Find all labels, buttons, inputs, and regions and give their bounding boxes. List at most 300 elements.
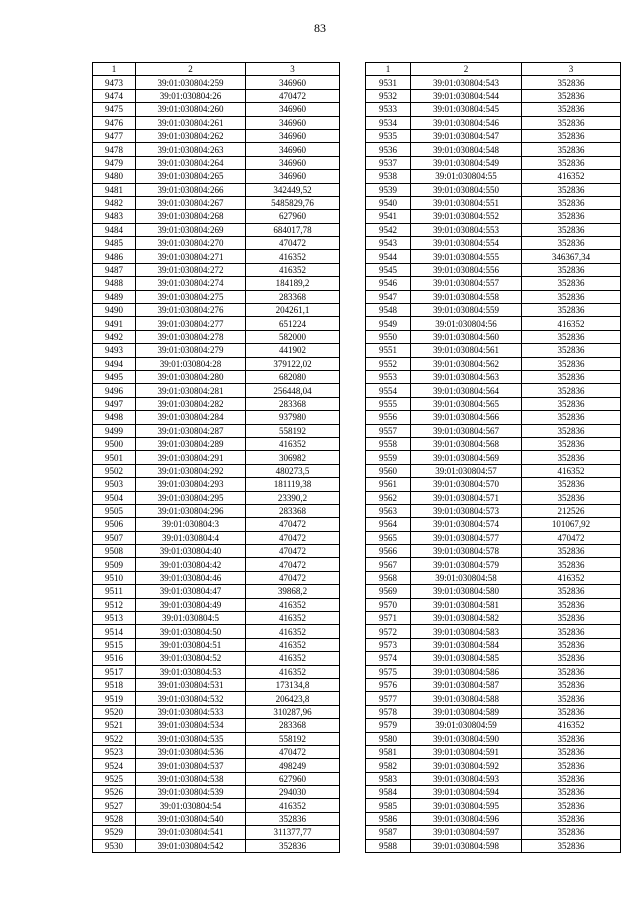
table-row — [366, 759, 621, 772]
cadastral-number-cell: 39:01:030804:51 — [136, 638, 246, 651]
row-number-cell: 9550 — [366, 330, 411, 343]
row-number-cell: 9525 — [93, 772, 136, 785]
value-cell: 306982 — [246, 451, 340, 464]
cadastral-number-cell: 39:01:030804:40 — [136, 545, 246, 558]
row-number-cell: 9549 — [366, 317, 411, 330]
value-cell: 352836 — [522, 397, 621, 410]
table-row — [93, 558, 340, 571]
table-row — [93, 464, 340, 477]
row-number-cell: 9555 — [366, 397, 411, 410]
row-number-cell: 9489 — [93, 290, 136, 303]
value-cell: 352836 — [522, 678, 621, 691]
row-number-cell: 9483 — [93, 210, 136, 223]
row-number-cell: 9477 — [93, 129, 136, 142]
cadastral-number-cell: 39:01:030804:578 — [411, 545, 522, 558]
row-number-cell: 9514 — [93, 625, 136, 638]
table-row — [366, 237, 621, 250]
cadastral-number-cell: 39:01:030804:539 — [136, 786, 246, 799]
table-header-row — [366, 63, 621, 76]
row-number-cell: 9524 — [93, 759, 136, 772]
column-header-3: 3 — [522, 63, 621, 76]
table-row — [366, 250, 621, 263]
cadastral-number-cell: 39:01:030804:279 — [136, 344, 246, 357]
cadastral-number-cell: 39:01:030804:274 — [136, 277, 246, 290]
value-cell: 184189,2 — [246, 277, 340, 290]
cadastral-number-cell: 39:01:030804:55 — [411, 170, 522, 183]
row-number-cell: 9527 — [93, 799, 136, 812]
row-number-cell: 9508 — [93, 545, 136, 558]
value-cell: 352836 — [522, 545, 621, 558]
cadastral-number-cell: 39:01:030804:596 — [411, 812, 522, 825]
table-row — [366, 370, 621, 383]
value-cell: 346960 — [246, 143, 340, 156]
cadastral-number-cell: 39:01:030804:536 — [136, 745, 246, 758]
table-row — [366, 719, 621, 732]
value-cell: 310287,96 — [246, 705, 340, 718]
value-cell: 627960 — [246, 772, 340, 785]
value-cell: 352836 — [522, 491, 621, 504]
cadastral-number-cell: 39:01:030804:535 — [136, 732, 246, 745]
cadastral-number-cell: 39:01:030804:287 — [136, 424, 246, 437]
row-number-cell: 9529 — [93, 826, 136, 839]
value-cell: 416352 — [246, 652, 340, 665]
table-row — [366, 625, 621, 638]
table-row — [366, 585, 621, 598]
cadastral-number-cell: 39:01:030804:548 — [411, 143, 522, 156]
row-number-cell: 9501 — [93, 451, 136, 464]
row-number-cell: 9587 — [366, 826, 411, 839]
value-cell: 352836 — [522, 223, 621, 236]
cadastral-number-cell: 39:01:030804:555 — [411, 250, 522, 263]
table-row — [93, 732, 340, 745]
cadastral-number-cell: 39:01:030804:561 — [411, 344, 522, 357]
cadastral-number-cell: 39:01:030804:554 — [411, 237, 522, 250]
cadastral-number-cell: 39:01:030804:264 — [136, 156, 246, 169]
table-row — [93, 759, 340, 772]
row-number-cell: 9499 — [93, 424, 136, 437]
table-row — [366, 183, 621, 196]
value-cell: 470472 — [522, 531, 621, 544]
row-number-cell: 9548 — [366, 304, 411, 317]
table-row — [93, 370, 340, 383]
value-cell: 346960 — [246, 129, 340, 142]
table-row — [366, 652, 621, 665]
row-number-cell: 9559 — [366, 451, 411, 464]
value-cell: 352836 — [522, 437, 621, 450]
cadastral-number-cell: 39:01:030804:58 — [411, 571, 522, 584]
cadastral-number-cell: 39:01:030804:589 — [411, 705, 522, 718]
row-number-cell: 9500 — [93, 437, 136, 450]
cadastral-number-cell: 39:01:030804:563 — [411, 370, 522, 383]
row-number-cell: 9572 — [366, 625, 411, 638]
value-cell: 352836 — [522, 826, 621, 839]
value-cell: 416352 — [246, 799, 340, 812]
cadastral-number-cell: 39:01:030804:550 — [411, 183, 522, 196]
row-number-cell: 9530 — [93, 839, 136, 852]
value-cell: 416352 — [522, 571, 621, 584]
value-cell: 352836 — [522, 799, 621, 812]
row-number-cell: 9545 — [366, 263, 411, 276]
cadastral-number-cell: 39:01:030804:583 — [411, 625, 522, 638]
row-number-cell: 9509 — [93, 558, 136, 571]
row-number-cell: 9581 — [366, 745, 411, 758]
value-cell: 352836 — [522, 357, 621, 370]
cadastral-number-cell: 39:01:030804:276 — [136, 304, 246, 317]
row-number-cell: 9476 — [93, 116, 136, 129]
cadastral-number-cell: 39:01:030804:551 — [411, 196, 522, 209]
cadastral-number-cell: 39:01:030804:598 — [411, 839, 522, 852]
cadastral-number-cell: 39:01:030804:42 — [136, 558, 246, 571]
table-row — [366, 518, 621, 531]
row-number-cell: 9580 — [366, 732, 411, 745]
row-number-cell: 9473 — [93, 76, 136, 89]
value-cell: 352836 — [522, 625, 621, 638]
value-cell: 352836 — [522, 598, 621, 611]
cadastral-number-cell: 39:01:030804:277 — [136, 317, 246, 330]
table-row — [93, 665, 340, 678]
row-number-cell: 9584 — [366, 786, 411, 799]
table-row — [366, 277, 621, 290]
table-row — [366, 317, 621, 330]
table-row — [366, 210, 621, 223]
value-cell: 352836 — [522, 156, 621, 169]
table-row — [93, 344, 340, 357]
cadastral-number-cell: 39:01:030804:292 — [136, 464, 246, 477]
table-row — [366, 357, 621, 370]
row-number-cell: 9519 — [93, 692, 136, 705]
table-row — [366, 598, 621, 611]
table-row — [366, 826, 621, 839]
value-cell: 352836 — [522, 384, 621, 397]
row-number-cell: 9495 — [93, 370, 136, 383]
cadastral-number-cell: 39:01:030804:531 — [136, 678, 246, 691]
table-row — [366, 504, 621, 517]
table-row — [93, 210, 340, 223]
row-number-cell: 9568 — [366, 571, 411, 584]
value-cell: 352836 — [522, 745, 621, 758]
value-cell: 470472 — [246, 745, 340, 758]
table-header-row — [93, 63, 340, 76]
table-row — [366, 451, 621, 464]
column-header-1: 1 — [93, 63, 136, 76]
value-cell: 416352 — [246, 250, 340, 263]
value-cell: 181119,38 — [246, 478, 340, 491]
cadastral-number-cell: 39:01:030804:262 — [136, 129, 246, 142]
cadastral-number-cell: 39:01:030804:534 — [136, 719, 246, 732]
row-number-cell: 9544 — [366, 250, 411, 263]
table-row — [366, 290, 621, 303]
table-row — [366, 424, 621, 437]
cadastral-number-cell: 39:01:030804:46 — [136, 571, 246, 584]
cadastral-number-cell: 39:01:030804:266 — [136, 183, 246, 196]
table-row — [93, 397, 340, 410]
cadastral-number-cell: 39:01:030804:584 — [411, 638, 522, 651]
cadastral-number-cell: 39:01:030804:590 — [411, 732, 522, 745]
cadastral-number-cell: 39:01:030804:289 — [136, 437, 246, 450]
value-cell: 937980 — [246, 411, 340, 424]
table-row — [366, 531, 621, 544]
cadastral-number-cell: 39:01:030804:574 — [411, 518, 522, 531]
cadastral-number-cell: 39:01:030804:587 — [411, 678, 522, 691]
value-cell: 346960 — [246, 170, 340, 183]
table-row — [366, 143, 621, 156]
cadastral-number-cell: 39:01:030804:4 — [136, 531, 246, 544]
table-row — [366, 411, 621, 424]
value-cell: 352836 — [522, 839, 621, 852]
cadastral-number-cell: 39:01:030804:549 — [411, 156, 522, 169]
cadastral-number-cell: 39:01:030804:265 — [136, 170, 246, 183]
value-cell: 470472 — [246, 531, 340, 544]
cadastral-number-cell: 39:01:030804:268 — [136, 210, 246, 223]
value-cell: 352836 — [246, 839, 340, 852]
cadastral-number-cell: 39:01:030804:278 — [136, 330, 246, 343]
row-number-cell: 9576 — [366, 678, 411, 691]
cadastral-number-cell: 39:01:030804:28 — [136, 357, 246, 370]
table-row — [366, 571, 621, 584]
column-header-2: 2 — [411, 63, 522, 76]
table-row — [93, 518, 340, 531]
table-row — [93, 638, 340, 651]
value-cell: 352836 — [522, 290, 621, 303]
value-cell: 342449,52 — [246, 183, 340, 196]
value-cell: 352836 — [522, 732, 621, 745]
value-cell: 470472 — [246, 571, 340, 584]
value-cell: 352836 — [522, 786, 621, 799]
table-row — [366, 223, 621, 236]
row-number-cell: 9502 — [93, 464, 136, 477]
cadastral-number-cell: 39:01:030804:552 — [411, 210, 522, 223]
table-row — [93, 237, 340, 250]
value-cell: 39868,2 — [246, 585, 340, 598]
table-row — [93, 196, 340, 209]
row-number-cell: 9579 — [366, 719, 411, 732]
cadastral-number-cell: 39:01:030804:546 — [411, 116, 522, 129]
table-row — [93, 692, 340, 705]
cadastral-number-cell: 39:01:030804:557 — [411, 277, 522, 290]
table-row — [93, 531, 340, 544]
value-cell: 212526 — [522, 504, 621, 517]
row-number-cell: 9538 — [366, 170, 411, 183]
cadastral-number-cell: 39:01:030804:259 — [136, 76, 246, 89]
table-row — [93, 491, 340, 504]
table-row — [93, 437, 340, 450]
value-cell: 283368 — [246, 397, 340, 410]
cadastral-number-cell: 39:01:030804:5 — [136, 612, 246, 625]
cadastral-number-cell: 39:01:030804:547 — [411, 129, 522, 142]
cadastral-number-cell: 39:01:030804:595 — [411, 799, 522, 812]
value-cell: 204261,1 — [246, 304, 340, 317]
value-cell: 352836 — [522, 451, 621, 464]
cadastral-number-cell: 39:01:030804:553 — [411, 223, 522, 236]
value-cell: 416352 — [246, 437, 340, 450]
value-cell: 283368 — [246, 504, 340, 517]
cadastral-number-cell: 39:01:030804:282 — [136, 397, 246, 410]
table-row — [366, 464, 621, 477]
value-cell: 352836 — [522, 772, 621, 785]
cadastral-number-cell: 39:01:030804:263 — [136, 143, 246, 156]
cadastral-number-cell: 39:01:030804:271 — [136, 250, 246, 263]
value-cell: 352836 — [522, 705, 621, 718]
table-row — [93, 719, 340, 732]
value-cell: 416352 — [246, 625, 340, 638]
row-number-cell: 9585 — [366, 799, 411, 812]
value-cell: 352836 — [522, 759, 621, 772]
row-number-cell: 9551 — [366, 344, 411, 357]
value-cell: 346960 — [246, 156, 340, 169]
cadastral-number-cell: 39:01:030804:570 — [411, 478, 522, 491]
table-row — [366, 103, 621, 116]
table-row — [93, 504, 340, 517]
value-cell: 5485829,76 — [246, 196, 340, 209]
cadastral-number-cell: 39:01:030804:588 — [411, 692, 522, 705]
value-cell: 558192 — [246, 424, 340, 437]
row-number-cell: 9490 — [93, 304, 136, 317]
table-row — [366, 89, 621, 102]
value-cell: 352836 — [522, 89, 621, 102]
table-row — [93, 571, 340, 584]
value-cell: 256448,04 — [246, 384, 340, 397]
row-number-cell: 9515 — [93, 638, 136, 651]
table-row — [93, 812, 340, 825]
row-number-cell: 9560 — [366, 464, 411, 477]
row-number-cell: 9566 — [366, 545, 411, 558]
table-row — [366, 745, 621, 758]
row-number-cell: 9552 — [366, 357, 411, 370]
value-cell: 441902 — [246, 344, 340, 357]
row-number-cell: 9565 — [366, 531, 411, 544]
row-number-cell: 9485 — [93, 237, 136, 250]
value-cell: 352836 — [522, 612, 621, 625]
table-row — [93, 612, 340, 625]
value-cell: 352836 — [522, 330, 621, 343]
cadastral-number-cell: 39:01:030804:537 — [136, 759, 246, 772]
cadastral-number-cell: 39:01:030804:296 — [136, 504, 246, 517]
cadastral-number-cell: 39:01:030804:559 — [411, 304, 522, 317]
table-row — [93, 304, 340, 317]
value-cell: 480273,5 — [246, 464, 340, 477]
table-row — [93, 545, 340, 558]
row-number-cell: 9571 — [366, 612, 411, 625]
right-table-body — [366, 76, 621, 853]
table-row — [93, 424, 340, 437]
value-cell: 498249 — [246, 759, 340, 772]
row-number-cell: 9484 — [93, 223, 136, 236]
table-row — [93, 411, 340, 424]
left-data-table — [92, 62, 340, 853]
row-number-cell: 9503 — [93, 478, 136, 491]
cadastral-number-cell: 39:01:030804:594 — [411, 786, 522, 799]
table-row — [93, 277, 340, 290]
table-row — [366, 705, 621, 718]
cadastral-number-cell: 39:01:030804:582 — [411, 612, 522, 625]
table-row — [93, 223, 340, 236]
cadastral-number-cell: 39:01:030804:566 — [411, 411, 522, 424]
cadastral-number-cell: 39:01:030804:47 — [136, 585, 246, 598]
row-number-cell: 9486 — [93, 250, 136, 263]
row-number-cell: 9510 — [93, 571, 136, 584]
table-row — [366, 812, 621, 825]
value-cell: 352836 — [522, 129, 621, 142]
value-cell: 352836 — [522, 277, 621, 290]
cadastral-number-cell: 39:01:030804:275 — [136, 290, 246, 303]
row-number-cell: 9480 — [93, 170, 136, 183]
table-row — [93, 786, 340, 799]
row-number-cell: 9526 — [93, 786, 136, 799]
row-number-cell: 9534 — [366, 116, 411, 129]
row-number-cell: 9491 — [93, 317, 136, 330]
value-cell: 352836 — [522, 652, 621, 665]
value-cell: 352836 — [522, 76, 621, 89]
cadastral-number-cell: 39:01:030804:284 — [136, 411, 246, 424]
cadastral-number-cell: 39:01:030804:541 — [136, 826, 246, 839]
table-row — [366, 304, 621, 317]
cadastral-number-cell: 39:01:030804:261 — [136, 116, 246, 129]
table-row — [93, 357, 340, 370]
row-number-cell: 9528 — [93, 812, 136, 825]
cadastral-number-cell: 39:01:030804:291 — [136, 451, 246, 464]
table-row — [93, 330, 340, 343]
table-row — [366, 678, 621, 691]
table-row — [366, 665, 621, 678]
table-row — [93, 625, 340, 638]
cadastral-number-cell: 39:01:030804:565 — [411, 397, 522, 410]
row-number-cell: 9507 — [93, 531, 136, 544]
value-cell: 352836 — [522, 263, 621, 276]
table-row — [366, 76, 621, 89]
table-row — [93, 678, 340, 691]
value-cell: 416352 — [246, 665, 340, 678]
value-cell: 173134,8 — [246, 678, 340, 691]
cadastral-number-cell: 39:01:030804:564 — [411, 384, 522, 397]
table-row — [366, 129, 621, 142]
value-cell: 651224 — [246, 317, 340, 330]
row-number-cell: 9586 — [366, 812, 411, 825]
value-cell: 582000 — [246, 330, 340, 343]
table-row — [366, 116, 621, 129]
cadastral-number-cell: 39:01:030804:585 — [411, 652, 522, 665]
row-number-cell: 9478 — [93, 143, 136, 156]
page-number: 83 — [314, 21, 326, 35]
table-row — [366, 491, 621, 504]
table-row — [366, 384, 621, 397]
row-number-cell: 9553 — [366, 370, 411, 383]
cadastral-number-cell: 39:01:030804:3 — [136, 518, 246, 531]
row-number-cell: 9564 — [366, 518, 411, 531]
value-cell: 470472 — [246, 545, 340, 558]
cadastral-number-cell: 39:01:030804:560 — [411, 330, 522, 343]
cadastral-number-cell: 39:01:030804:579 — [411, 558, 522, 571]
row-number-cell: 9542 — [366, 223, 411, 236]
table-row — [366, 397, 621, 410]
table-row — [366, 772, 621, 785]
row-number-cell: 9582 — [366, 759, 411, 772]
value-cell: 352836 — [246, 812, 340, 825]
table-row — [93, 839, 340, 852]
table-row — [93, 478, 340, 491]
row-number-cell: 9511 — [93, 585, 136, 598]
value-cell: 352836 — [522, 237, 621, 250]
value-cell: 352836 — [522, 411, 621, 424]
row-number-cell: 9520 — [93, 705, 136, 718]
row-number-cell: 9574 — [366, 652, 411, 665]
row-number-cell: 9521 — [93, 719, 136, 732]
value-cell: 627960 — [246, 210, 340, 223]
row-number-cell: 9488 — [93, 277, 136, 290]
row-number-cell: 9496 — [93, 384, 136, 397]
table-row — [93, 598, 340, 611]
value-cell: 470472 — [246, 237, 340, 250]
table-row — [93, 826, 340, 839]
